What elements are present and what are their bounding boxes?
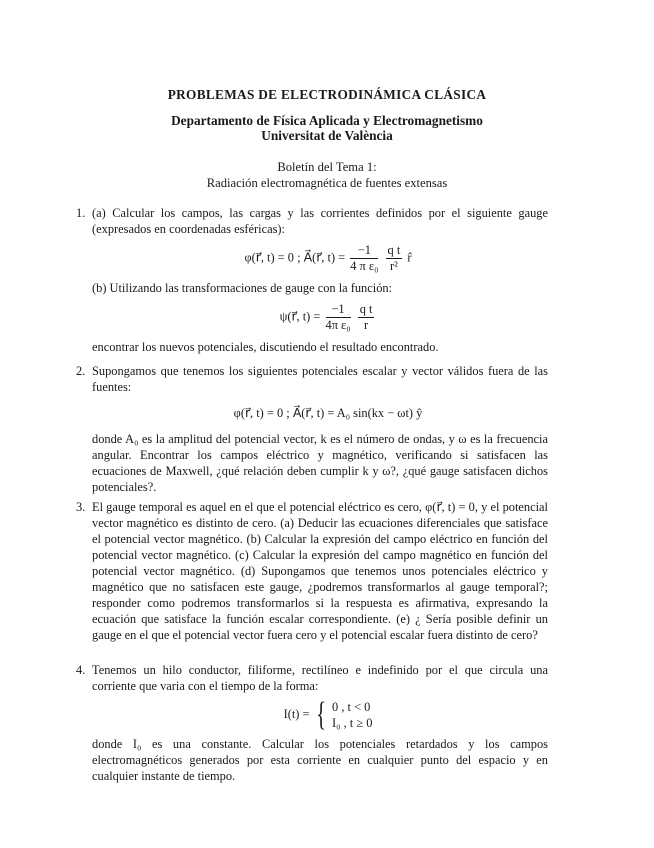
department-heading	[0, 113, 654, 143]
piecewise-cases	[332, 699, 372, 731]
denominator: r²	[390, 259, 398, 273]
problem-4-intro: Tenemos un hilo conductor, filiforme, rectilíneo e indefinido por el que circula una corriente que varia con el tiempo de la forma:	[92, 663, 548, 693]
problem-number: 3.	[76, 500, 86, 514]
problem-2-intro: Supongamos que tenemos los siguientes potenciales escalar y vector válidos fuera de las fuentes:	[92, 364, 548, 394]
problem-4	[76, 662, 548, 784]
bulletin-topic: Radiación electromagnética de fuentes extensas	[206, 176, 448, 190]
problem-3	[76, 499, 548, 643]
numerator: −1	[326, 302, 351, 318]
equation-left: ψ(r⃗, t) =	[279, 309, 321, 324]
denominator: 4π ε₀	[325, 318, 351, 332]
document-title: PROBLEMAS DE ELECTRODINÁMICA CLÁSICA	[167, 87, 487, 102]
left-brace: {	[315, 696, 326, 733]
unit-vector: r̂	[407, 250, 412, 265]
problem-number: 2.	[76, 364, 86, 378]
case-1: 0 , t < 0	[332, 700, 371, 714]
problem-2	[76, 363, 548, 495]
bulletin-label: Boletín del Tema 1:	[277, 160, 377, 174]
problem-4-equation	[108, 698, 548, 732]
university-name: Universitat de València	[261, 128, 393, 143]
equation-left: φ(r⃗, t) = 0 ; A⃗(r⃗, t) =	[244, 250, 346, 265]
problem-number: 1.	[76, 206, 86, 220]
problem-4-text: donde I₀ es una constante. Calcular los potenciales retardados y los campos electromagnéticos generados por esta corriente en cualquier punto del espacio y en cualquier instante de tiempo.	[92, 737, 548, 783]
problem-1-part-b: (b) Utilizando las transformaciones de gauge con la función:	[92, 281, 393, 295]
fraction	[350, 243, 378, 274]
problem-1-equation-1	[108, 243, 548, 274]
case-2: I₀ , t ≥ 0	[332, 716, 373, 730]
fraction	[326, 302, 351, 333]
equation-left: I(t) =	[283, 706, 310, 721]
problem-number: 4.	[76, 663, 86, 677]
problem-2-equation: φ(r⃗, t) = 0 ; A⃗(r⃗, t) = A₀ sin(kx − ωt) ŷ	[233, 406, 423, 420]
problem-3-text: El gauge temporal es aquel en el que el potencial eléctrico es cero, φ(r⃗, t) = 0, y el potencial vector magnético es distinto de cero. (a) Deducir las ecuaciones diferenciales que satisface el potencial vector magnético. (b) Calcular la expresión del campo eléctrico en función del potencial vector magnético. (c) Calcular la expresión del campo magnético en función del potencial vector magnético. (d) Supongamos que tenemos unos potenciales eléctrico y magnético que no satisfacen este gauge, ¿podremos transformarlos al gauge temporal?; responder como podremos transformarlos si la respuesta es afirmativa, expresando la ecuación que satisface la función escalar correspondiente. (e) ¿ Sería posible definir un gauge en el que el potencial vector fuera cero y el potencial escalar fuera distinto de cero?	[92, 500, 548, 642]
numerator: q t	[359, 302, 373, 316]
numerator: q t	[387, 243, 401, 257]
department-name: Departamento de Física Aplicada y Electromagnetismo	[171, 113, 483, 128]
denominator: r	[363, 318, 369, 332]
fraction	[358, 302, 375, 333]
problem-1-closing: encontrar los nuevos potenciales, discutiendo el resultado encontrado.	[92, 340, 439, 354]
problem-1-part-a: (a) Calcular los campos, las cargas y las corrientes definidos por el siguiente gauge (expresados en coordenadas esféricas):	[92, 206, 548, 236]
fraction	[386, 243, 403, 274]
bulletin-heading	[0, 159, 654, 191]
problem-2-text: donde A₀ es la amplitud del potencial vector, k es el número de ondas, y ω es la frecuencia angular. Encontrar los campos eléctrico y magnético, verificando si satisfacen las ecuaciones de Maxwell, ¿qué relación deben cumplir k y ω?, ¿qué gauge satisfacen dichos potenciales?.	[92, 432, 548, 494]
problem-1	[76, 205, 548, 355]
problem-1-equation-2	[108, 302, 548, 333]
denominator: 4 π ε₀	[350, 259, 379, 273]
numerator: −1	[350, 243, 378, 259]
